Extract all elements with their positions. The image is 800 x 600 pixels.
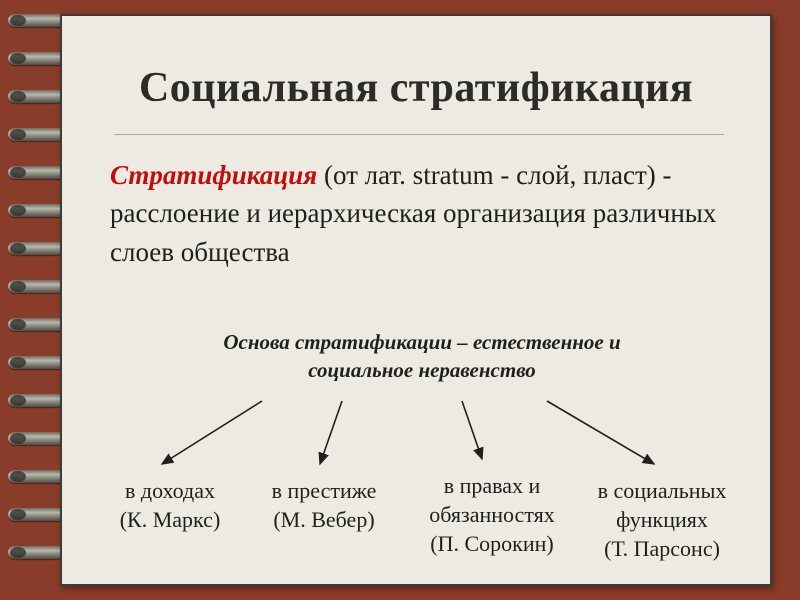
title-divider <box>114 134 724 135</box>
branch-item <box>244 476 404 534</box>
arrow-to-branch-1 <box>162 401 262 464</box>
branch-1-line-2: (К. Маркс) <box>119 507 221 533</box>
branch-3-line-2: обязанностях <box>429 502 555 528</box>
definition-body: (от лат. stratum - слой, пласт) - расслоение и иерархическая организация различных слоев общества <box>110 160 717 267</box>
branch-item <box>90 476 250 534</box>
branch-3-line-3: (П. Сорокин) <box>430 531 554 557</box>
branch-1-line-1: в доходах <box>124 478 216 503</box>
basis-line-1: Основа стратификации – естественное и <box>223 330 621 354</box>
branch-item <box>406 471 578 558</box>
basis-line-2: социальное неравенство <box>308 358 536 383</box>
branch-item <box>572 476 752 563</box>
notebook-page <box>60 14 772 586</box>
definition-term: Стратификация <box>110 160 318 190</box>
arrow-to-branch-2 <box>320 401 342 464</box>
branch-3-line-1: в правах и <box>443 473 541 498</box>
branch-2-line-2: (М. Вебер) <box>273 507 375 533</box>
branch-4-line-2: функциях <box>616 507 708 533</box>
branch-4-line-1: в социальных <box>597 478 727 503</box>
basis-statement <box>182 328 662 385</box>
arrow-to-branch-3 <box>462 401 482 459</box>
branch-4-line-3: (Т. Парсонс) <box>604 536 720 562</box>
page-title: Социальная стратификация <box>138 65 694 111</box>
arrow-to-branch-4 <box>547 401 654 464</box>
branch-2-line-1: в престиже <box>271 478 377 503</box>
definition-paragraph <box>110 156 740 271</box>
